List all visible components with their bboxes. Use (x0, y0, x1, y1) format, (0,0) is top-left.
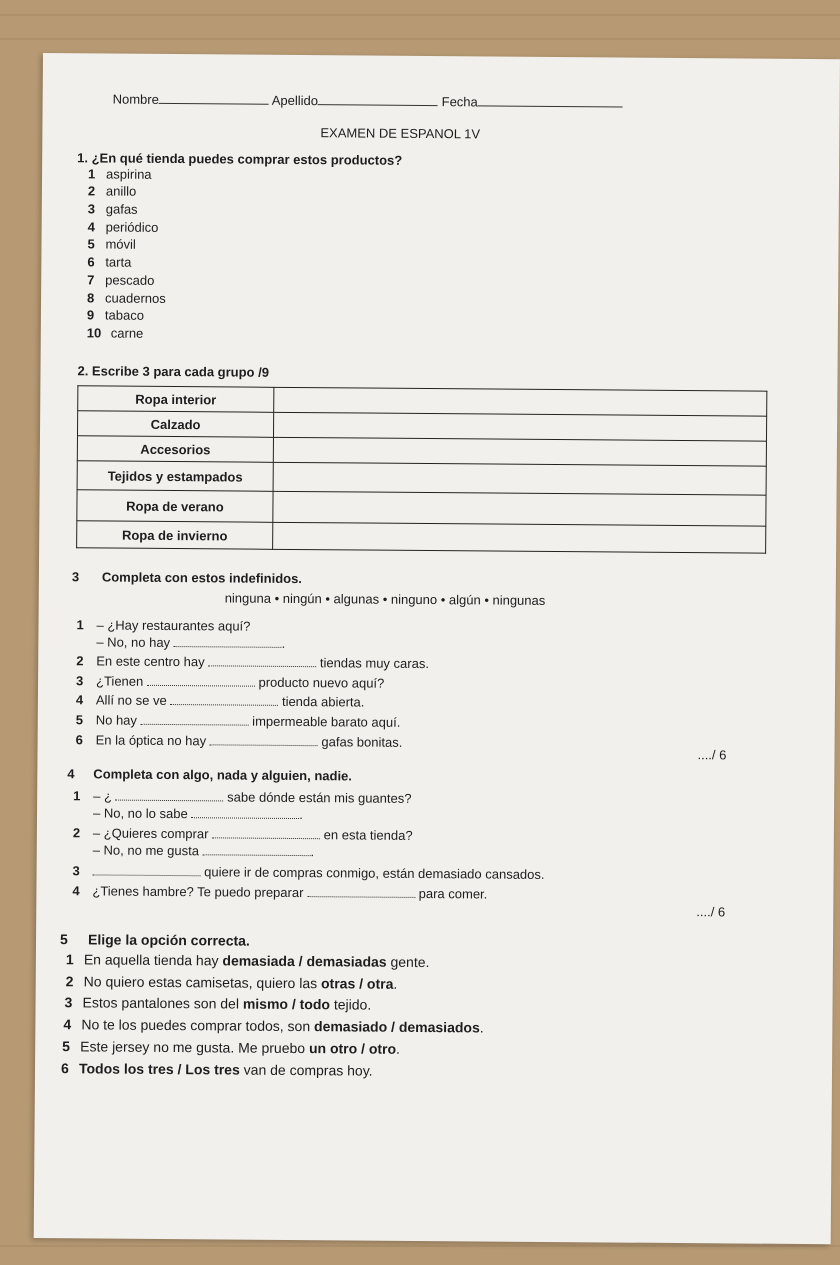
s5-item-4: 4 No te los puedes comprar todos, son demasiado / demasiados. (63, 1016, 484, 1036)
nombre-label: Nombre (112, 91, 159, 107)
fecha-blank[interactable] (478, 94, 623, 107)
s4-item-2a: 2 – ¿Quieres comprar en esta tienda? (72, 825, 413, 843)
section5-question: 5 Elige la opción correcta. (59, 931, 250, 949)
answer-cell[interactable] (273, 437, 766, 466)
list-item: 5 móvil (87, 236, 136, 252)
answer-cell[interactable] (273, 412, 766, 441)
answer-blank[interactable] (210, 733, 318, 746)
s5-item-2: 2 No quiero estas camisetas, quiero las otras / otra. (65, 973, 398, 992)
row-label: Ropa interior (78, 386, 274, 413)
section3-options: ninguna • ningún • algunas • ninguno • algún • ningunas (224, 590, 546, 608)
s3-item-1b: – No, no hay . (96, 634, 286, 651)
answer-blank[interactable] (116, 789, 224, 802)
section1-question: 1. ¿En qué tienda puedes comprar estos productos? (77, 150, 403, 168)
answer-blank[interactable] (170, 693, 278, 706)
s4-item-1b: – No, no lo sabe . (92, 805, 304, 823)
s4-item-3: 3 quiere ir de compras conmigo, están demasiado cansados. (72, 863, 545, 882)
answer-cell[interactable] (273, 522, 766, 553)
name-line (113, 92, 623, 112)
answer-blank[interactable] (208, 654, 316, 667)
s3-item-5: 5 No hay impermeable barato aquí. (75, 712, 401, 730)
answer-blank[interactable] (212, 826, 320, 839)
section4-question: 4 Completa con algo, nada y alguien, nadie. (67, 766, 352, 784)
wood-grain (0, 38, 840, 40)
wood-grain (0, 1245, 840, 1247)
list-item: 7 pescado (87, 272, 155, 288)
s3-item-4: 4 Allí no se ve tienda abierta. (75, 692, 365, 710)
s3-item-2: 2 En este centro hay tiendas muy caras. (76, 653, 430, 672)
apellido-label: Apellido (271, 92, 319, 109)
s4-item-1a: 1 – ¿ sabe dónde están mis guantes? (73, 788, 412, 806)
section3-question: 3 Completa con estos indefinidos. (71, 569, 303, 587)
section2-question: 2. Escribe 3 para cada grupo /9 (77, 363, 270, 380)
clothing-groups-table (76, 385, 767, 553)
exam-title: EXAMEN DE ESPANOL 1V (320, 125, 481, 142)
row-label: Ropa de verano (77, 490, 273, 523)
row-label: Tejidos y estampados (77, 461, 273, 492)
table-row (77, 521, 766, 553)
answer-blank[interactable] (93, 863, 201, 876)
list-item: 2 anillo (87, 183, 137, 199)
answer-cell[interactable] (273, 462, 766, 495)
row-label: Ropa de invierno (77, 521, 273, 550)
section4-score: ..../ 6 (696, 904, 726, 920)
answer-cell[interactable] (273, 491, 766, 526)
section3-score: ..../ 6 (697, 747, 727, 763)
s3-item-3: 3 ¿Tienen producto nuevo aquí? (76, 673, 385, 691)
answer-cell[interactable] (274, 387, 767, 416)
answer-blank[interactable] (203, 843, 311, 856)
list-item: 4 periódico (87, 219, 159, 235)
apellido-blank[interactable] (318, 93, 438, 106)
fecha-label: Fecha (441, 94, 478, 110)
wood-grain (0, 14, 840, 16)
list-item: 10 carne (86, 325, 144, 341)
list-item: 1 aspirina (87, 166, 152, 182)
exam-paper (34, 53, 840, 1244)
s4-item-2b: – No, no me gusta . (92, 842, 315, 860)
answer-blank[interactable] (141, 713, 249, 726)
s3-item-1a: 1 – ¿Hay restaurantes aquí? (76, 617, 251, 634)
list-item: 3 gafas (87, 201, 138, 217)
s5-item-5: 5 Este jersey no me gusta. Me pruebo un otro / otro. (62, 1038, 401, 1057)
answer-blank[interactable] (307, 885, 415, 898)
s5-item-1: 1 En aquella tienda hay demasiada / demasiadas gente. (65, 951, 430, 971)
nombre-blank[interactable] (159, 92, 269, 105)
s5-item-3: 3 Estos pantalones son del mismo / todo tejido. (64, 994, 372, 1013)
answer-blank[interactable] (174, 635, 282, 648)
list-item: 9 tabaco (86, 307, 145, 323)
row-label: Calzado (77, 411, 273, 438)
s4-item-4: 4 ¿Tienes hambre? Te puedo preparar para comer. (72, 883, 488, 902)
s3-item-6: 6 En la óptica no hay gafas bonitas. (75, 732, 403, 750)
list-item: 6 tarta (87, 254, 132, 270)
list-item: 8 cuadernos (87, 290, 166, 306)
answer-blank[interactable] (191, 806, 299, 819)
answer-blank[interactable] (147, 674, 255, 687)
s5-item-6: 6 Todos los tres / Los tres van de compras hoy. (60, 1060, 373, 1079)
row-label: Accesorios (77, 436, 273, 463)
